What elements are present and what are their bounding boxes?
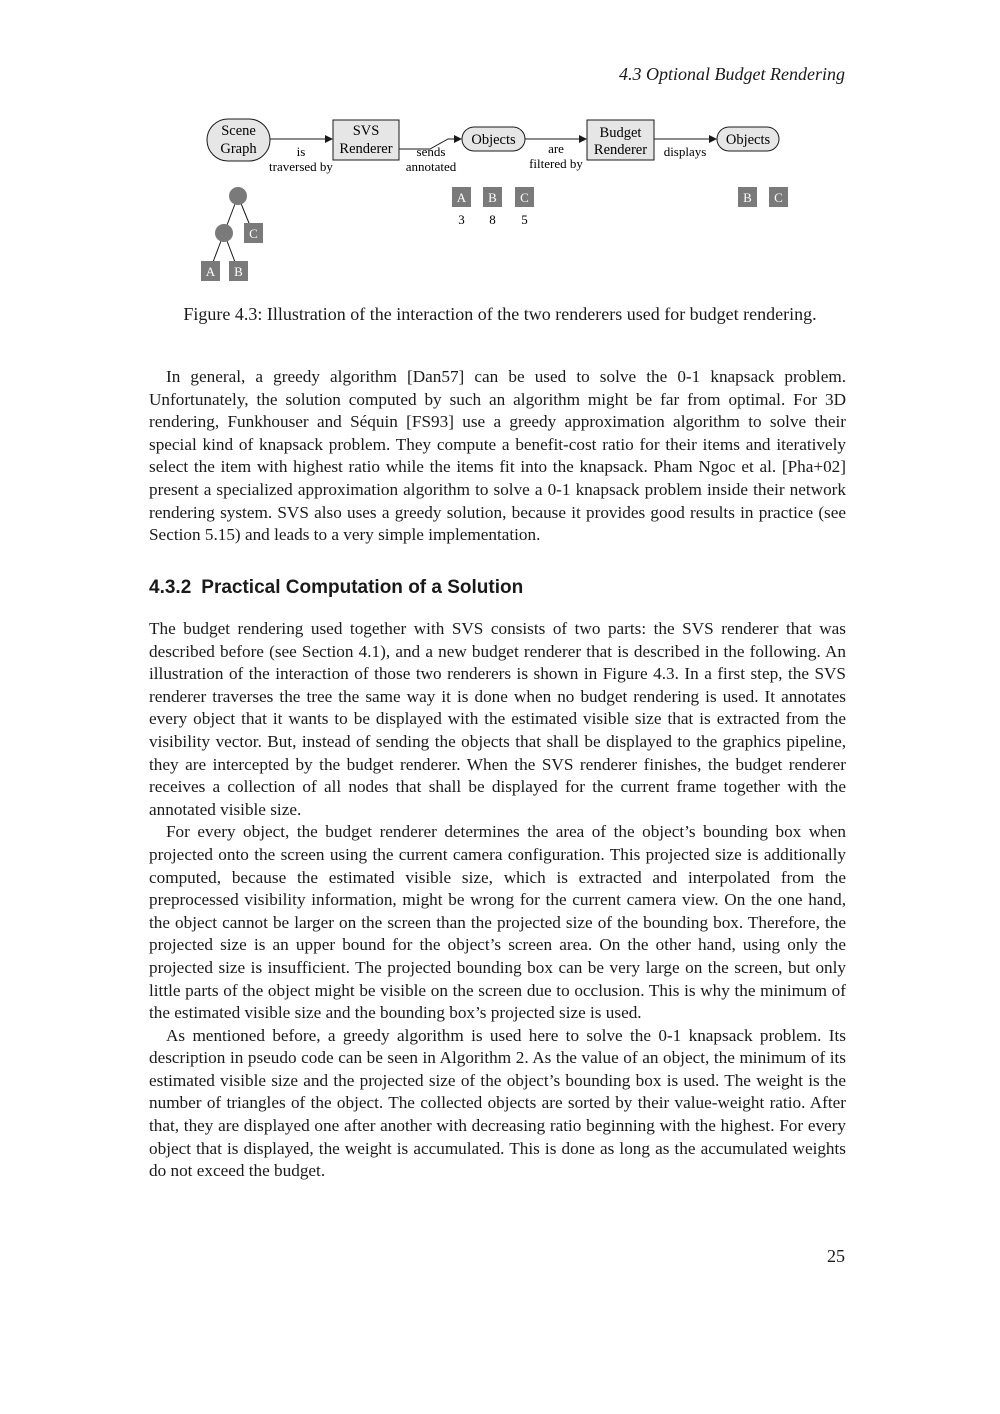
scene-graph-node [207, 119, 270, 161]
tree-inner-node [215, 224, 233, 242]
objects-node-displayed [717, 127, 779, 151]
edge-label-annotated: annotated [405, 159, 457, 174]
section-heading [149, 577, 523, 599]
annotated-object-size: 3 [458, 212, 465, 227]
tree-root-node [229, 187, 247, 205]
edge-label-displays: displays [663, 144, 707, 159]
tree-leaf-c-label: C [249, 226, 258, 241]
objects-node-annotated [462, 127, 525, 151]
section-title: Practical Computation of a Solution [201, 577, 524, 598]
scene-graph-label-line1: Scene [221, 123, 256, 139]
displayed-object-label: C [774, 190, 783, 205]
svs-renderer-label-line2: Renderer [339, 141, 393, 157]
annotated-object-size: 8 [489, 212, 496, 227]
annotated-object-label: C [520, 190, 529, 205]
paragraph: For every object, the budget renderer determines the area of the object’s bounding box when projected onto the screen using the current camera configuration. This projected size is additionally computed, because the estimated visible size, which is extracted and interpolated from the preprocessed visibility information, might be wrong for the current camera view. On the one hand, the object cannot be larger on the screen than the projected size of the bounding box. Therefore, the projected size is an upper bound for the object’s screen area. On the other hand, using only the projected size is insufficient. The projected bounding box can be very large on the screen, but only little parts of the object might be visible on the screen due to occlusion. This is why the minimum of the estimated visible size and the bounding box’s projected size is used. [149, 822, 846, 1023]
edge-label-traversed-by: traversed by [269, 159, 333, 174]
svs-renderer-node [333, 120, 399, 160]
svs-renderer-label-line1: SVS [352, 123, 380, 139]
scene-graph-label-line2: Graph [220, 141, 257, 157]
tree-leaf-b-label: B [234, 264, 243, 279]
paragraph: As mentioned before, a greedy algorithm is used here to solve the 0-1 knapsack problem. Its description in pseudo code can be seen in Algorithm 2. As the value of an object, the minimum of its estimated visible size and the projected size of the object’s bounding box is used. The weight is the number of triangles of the object. The collected objects are sorted by their value-weight ratio. After that, they are displayed one after another with decreasing ratio beginning with the highest. For every object that is displayed, the weight is accumulated. This is done as long as the accumulated weights do not exceed the budget. [149, 1025, 846, 1181]
budget-renderer-label-line2: Renderer [593, 142, 648, 158]
objects-label: Objects [471, 132, 516, 148]
paragraph: The budget rendering used together with SVS consists of two parts: the SVS renderer that was described before (see Section 4.1), and a new budget renderer that is described in the following. An illustration of the interaction of those two renderers is shown in Figure 4.3. In a first step, the SVS renderer traverses the tree the same way it is done when no budget rendering is used. It annotates every object that it wants to be displayed with the estimated visible size that is extracted from the visibility vector. But, instead of sending the objects that shall be displayed to the graphics pipeline, they are intercepted by the budget renderer. When the SVS renderer finishes, the budget renderer receives a collection of all nodes that shall be displayed for the current frame together with the annotated visible size. [149, 619, 846, 819]
page-number: 25 [827, 1246, 845, 1266]
edge-label-sends: sends [416, 144, 446, 159]
section-4-3-2-text [149, 618, 846, 1183]
tree-leaf-a-label: A [205, 264, 216, 279]
running-header: 4.3 Optional Budget Rendering [619, 64, 845, 84]
section-number: 4.3.2 [149, 577, 192, 598]
figure-caption: Figure 4.3: Illustration of the interaction of the two renderers used for budget rendering. [183, 304, 817, 324]
budget-renderer-label-line1: Budget [599, 125, 642, 141]
scene-graph-tree [201, 187, 263, 281]
edge-label-is: is [296, 144, 306, 159]
annotated-object-label: A [456, 190, 467, 205]
budget-rendering-figure [0, 0, 1000, 300]
displayed-objects [738, 187, 788, 207]
edge-label-are: are [548, 141, 564, 156]
displayed-object-label: B [743, 190, 752, 205]
paragraph: In general, a greedy algorithm [Dan57] can be used to solve the 0-1 knapsack problem. Unfortunately, the solution computed by such an algorithm might be far from optimal. For 3D rendering, Funkhouser and Séquin [FS93] use a greedy approximation algorithm to solve their special kind of knapsack problem. They compute a benefit-cost ratio for their items and iteratively select the item with highest ratio while the items fit into the knapsack. Pham Ngoc et al. [Pha+02] present a specialized approximation algorithm to solve a 0-1 knapsack problem inside their network rendering system. SVS also uses a greedy solution, because it provides good results in practice (see Section 5.15) and leads to a very simple implementation. [149, 367, 846, 545]
section-4-3-1-text [149, 366, 846, 547]
annotated-object-size: 5 [521, 212, 528, 227]
budget-renderer-node [587, 120, 654, 160]
annotated-objects [452, 187, 534, 227]
annotated-object-label: B [488, 190, 497, 205]
objects-label: Objects [725, 132, 771, 148]
edge-label-filtered-by: filtered by [529, 156, 583, 171]
